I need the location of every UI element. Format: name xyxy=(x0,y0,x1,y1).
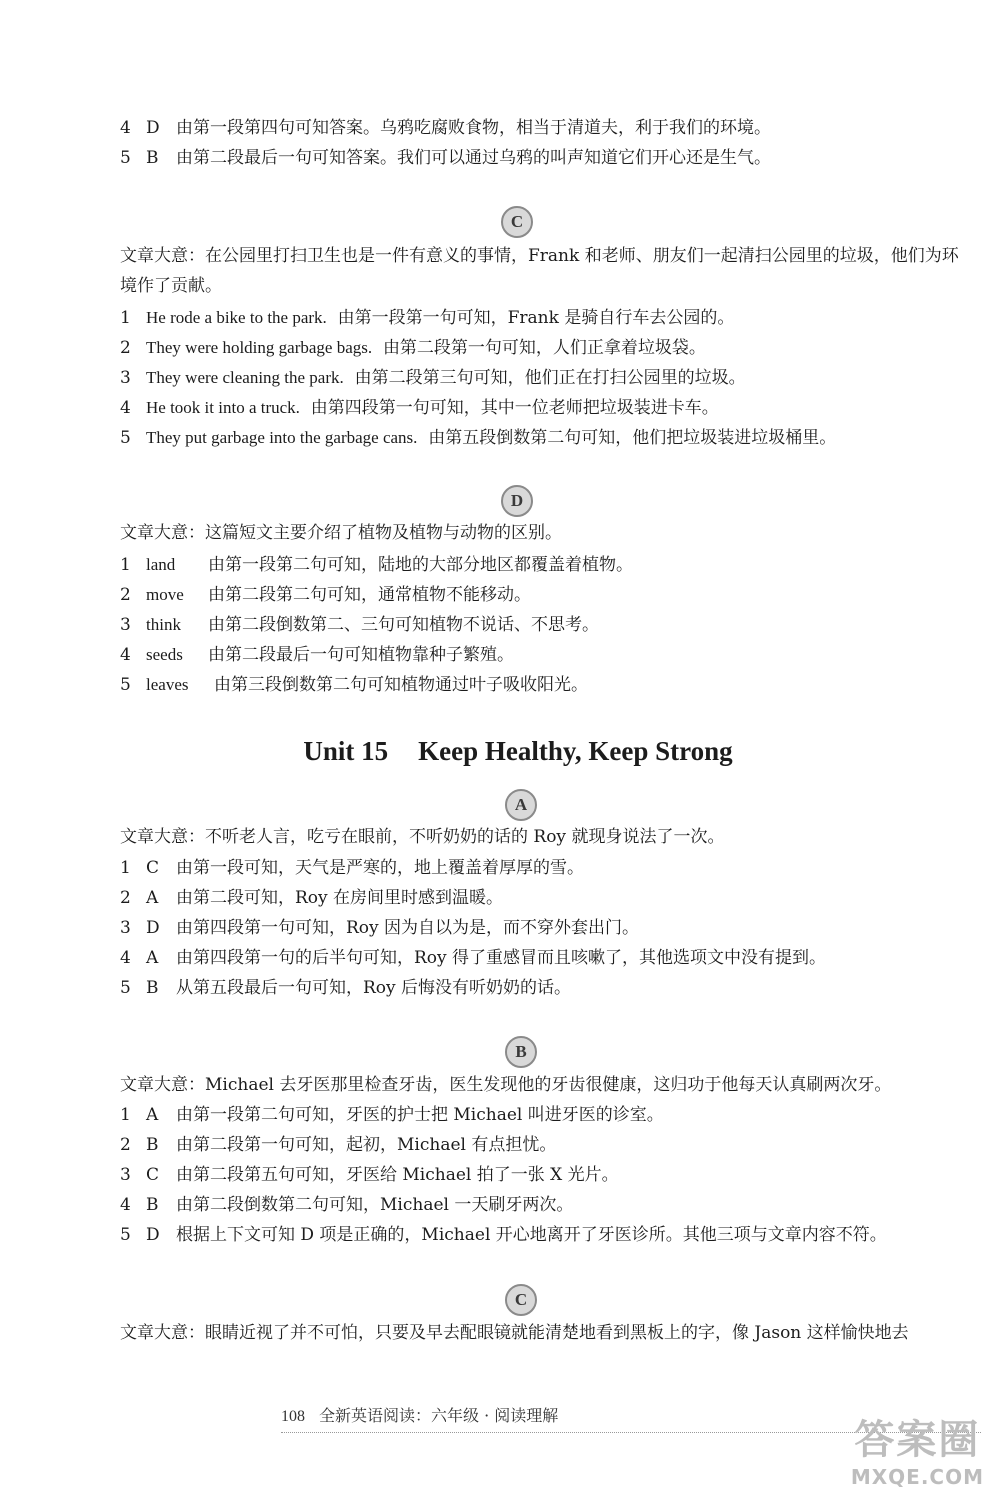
unit-title xyxy=(0,736,1000,767)
answer-row: 2 A 由第二段可知，Roy 在房间里时感到温暖。 xyxy=(120,888,504,908)
answer-row: 5 B 从第五段最后一句可知，Roy 后悔没有听奶奶的话。 xyxy=(120,978,572,998)
unit-name: Keep Healthy, Keep Strong xyxy=(418,736,733,766)
answer-row: 1 A 由第一段第二句可知，牙医的护士把 Michael 叫进牙医的诊室。 xyxy=(120,1105,664,1125)
answer-row: 5 leaves 由第三段倒数第二句可知植物通过叶子吸收阳光。 xyxy=(120,675,588,695)
section-badge-a: A xyxy=(505,789,537,821)
section-c-summary: 文章大意：在公园里打扫卫生也是一件有意义的事情，Frank 和老师、朋友们一起清扫公园里的垃圾，他们为环境作了贡献。 xyxy=(120,246,959,296)
answer-row: 4 D 由第一段第四句可知答案。乌鸦吃腐败食物，相当于清道夫，利于我们的环境。 xyxy=(120,118,771,138)
section-badge-c2: C xyxy=(505,1284,537,1316)
page-footer xyxy=(281,1403,558,1426)
answer-row: 1 C 由第一段可知，天气是严寒的，地上覆盖着厚厚的雪。 xyxy=(120,858,584,878)
section-badge-c: C xyxy=(501,206,533,238)
answer-row: 4 seeds 由第二段最后一句可知植物靠种子繁殖。 xyxy=(120,645,514,665)
book-title: 全新英语阅读：六年级 · 阅读理解 xyxy=(319,1406,559,1425)
answer-row: 3 D 由第四段第一句可知，Roy 因为自以为是，而不穿外套出门。 xyxy=(120,918,640,938)
unit-b-summary: 文章大意：Michael 去牙医那里检查牙齿，医生发现他的牙齿很健康，这归功于他每天认真刷两次牙。 xyxy=(120,1075,892,1095)
answer-row: 5 D 根据上下文可知 D 项是正确的，Michael 开心地离开了牙医诊所。其他三项与文章内容不符。 xyxy=(120,1225,887,1245)
answer-row: 2 They were holding garbage bags. 由第二段第一句可知，人们正拿着垃圾袋。 xyxy=(120,338,706,358)
section-badge-d: D xyxy=(501,485,533,517)
answer-row: 3 C 由第二段第五句可知，牙医给 Michael 拍了一张 X 光片。 xyxy=(120,1165,619,1185)
watermark-logo: 答案圈 MXQE.COM xyxy=(850,1417,984,1489)
answer-row: 4 He took it into a truck. 由第四段第一句可知，其中一位老师把垃圾装进卡车。 xyxy=(120,398,719,418)
answer-row: 1 He rode a bike to the park. 由第一段第一句可知，Frank 是骑自行车去公园的。 xyxy=(120,308,735,328)
answer-row: 4 A 由第四段第一句的后半句可知，Roy 得了重感冒而且咳嗽了，其他选项文中没有提到。 xyxy=(120,948,827,968)
answer-row: 5 They put garbage into the garbage cans. 由第五段倒数第二句可知，他们把垃圾装进垃圾桶里。 xyxy=(120,428,837,448)
section-badge-b: B xyxy=(505,1036,537,1068)
answer-row: 5 B 由第二段最后一句可知答案。我们可以通过乌鸦的叫声知道它们开心还是生气。 xyxy=(120,148,771,168)
unit-c-summary: 文章大意：眼睛近视了并不可怕，只要及早去配眼镜就能清楚地看到黑板上的字，像 Jason 这样愉快地去 xyxy=(120,1323,909,1343)
section-d-summary: 文章大意：这篇短文主要介绍了植物及植物与动物的区别。 xyxy=(120,523,562,543)
answer-row: 3 think 由第二段倒数第二、三句可知植物不说话、不思考。 xyxy=(120,615,599,635)
unit-label: Unit 15 xyxy=(303,736,389,766)
answer-row: 3 They were cleaning the park. 由第二段第三句可知，他们正在打扫公园里的垃圾。 xyxy=(120,368,746,388)
answer-row: 4 B 由第二段倒数第二句可知，Michael 一天刷牙两次。 xyxy=(120,1195,574,1215)
unit-a-summary: 文章大意：不听老人言，吃亏在眼前，不听奶奶的话的 Roy 就现身说法了一次。 xyxy=(120,827,725,847)
answer-row: 2 B 由第二段第一句可知，起初，Michael 有点担忧。 xyxy=(120,1135,557,1155)
answer-row: 1 land 由第一段第二句可知，陆地的大部分地区都覆盖着植物。 xyxy=(120,555,633,575)
answer-row: 2 move 由第二段第二句可知，通常植物不能移动。 xyxy=(120,585,531,605)
page-number: 108 xyxy=(281,1408,305,1425)
